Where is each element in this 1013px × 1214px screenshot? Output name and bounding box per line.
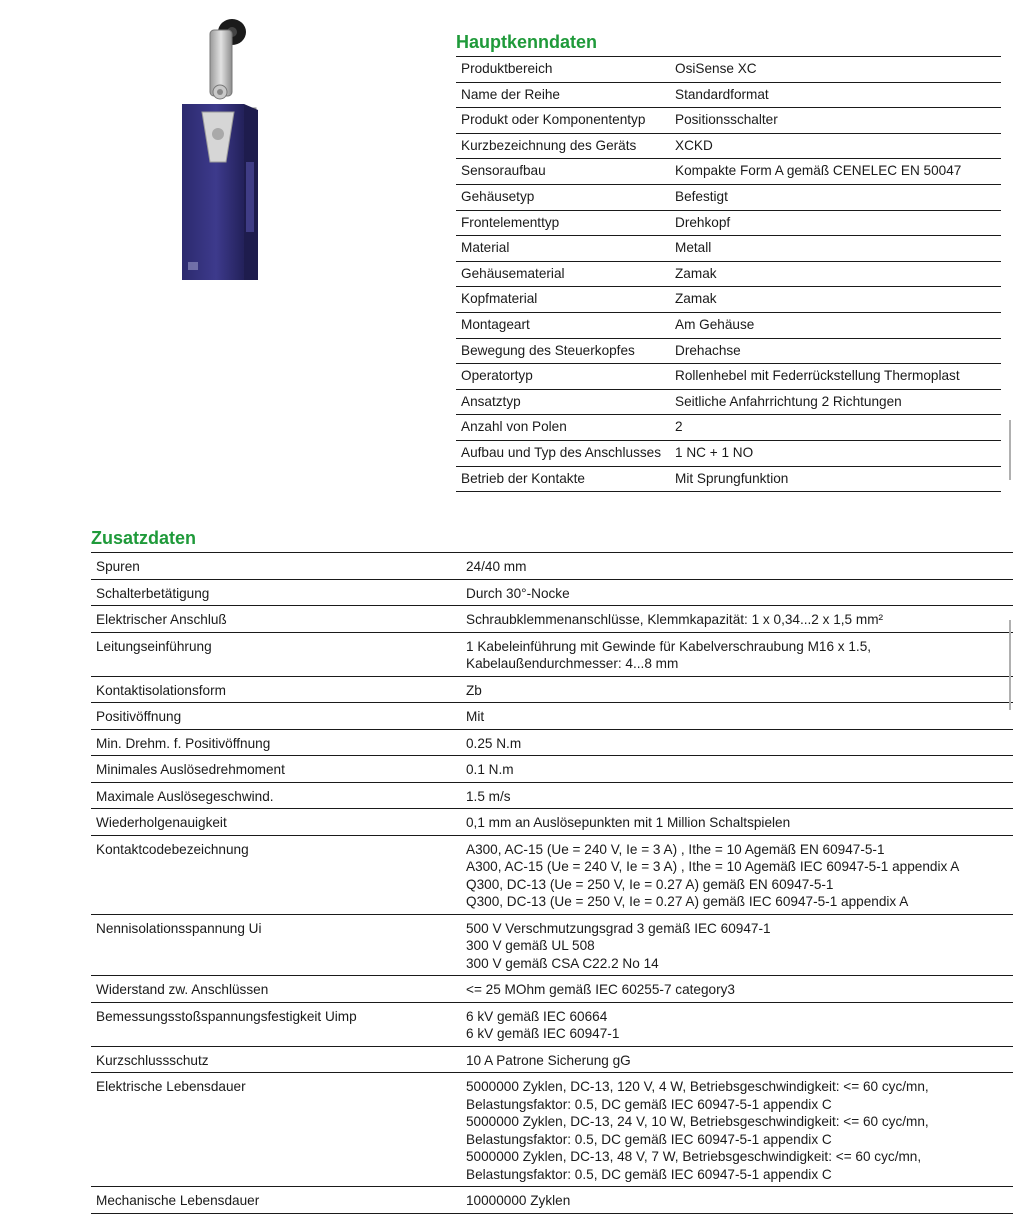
main-spec-row [456, 261, 1001, 287]
spec-value: 1 NC + 1 NO [670, 440, 1001, 466]
spec-label: Kurzbezeichnung des Geräts [456, 133, 670, 159]
spec-value-line: Zb [466, 682, 482, 698]
main-spec-row [456, 57, 1001, 83]
edge-artifact [1009, 420, 1011, 480]
main-spec-row [456, 159, 1001, 185]
spec-label: Produkt oder Komponententyp [456, 108, 670, 134]
extra-spec-row [91, 1046, 1013, 1073]
spec-value-line: A300, AC-15 (Ue = 240 V, Ie = 3 A) , Ithe = 10 Agemäß EN 60947-5-1 [466, 841, 885, 857]
product-image [160, 12, 280, 292]
extra-spec-row [91, 553, 1013, 580]
spec-value-line: A300, AC-15 (Ue = 240 V, Ie = 3 A) , Ithe = 10 Agemäß IEC 60947-5-1 appendix A [466, 859, 960, 874]
main-spec-row [456, 338, 1001, 364]
spec-value [461, 976, 1013, 1003]
spec-label: Operatortyp [456, 364, 670, 390]
spec-value-line: Durch 30°-Nocke [466, 585, 570, 601]
extra-spec-row [91, 835, 1013, 914]
spec-value: Befestigt [670, 184, 1001, 210]
spec-value: Drehkopf [670, 210, 1001, 236]
spec-value-line: 0.1 N.m [466, 762, 514, 777]
spec-label: Gehäusematerial [456, 261, 670, 287]
spec-label: Material [456, 236, 670, 262]
spec-value-line: Belastungsfaktor: 0.5, DC gemäß IEC 60947-5-1 appendix C [466, 1131, 832, 1147]
extra-spec-row [91, 1002, 1013, 1046]
spec-value: Standardformat [670, 82, 1001, 108]
spec-value: Kompakte Form A gemäß CENELEC EN 50047 [670, 159, 1001, 185]
spec-value-line: Belastungsfaktor: 0.5, DC gemäß IEC 60947-5-1 appendix C [466, 1166, 832, 1182]
spec-label: Min. Drehm. f. Positivöffnung [91, 729, 461, 756]
extra-spec-row [91, 579, 1013, 606]
spec-value: Zamak [670, 287, 1001, 313]
spec-label: Betrieb der Kontakte [456, 466, 670, 492]
spec-value [461, 703, 1013, 730]
spec-label: Spuren [91, 553, 461, 580]
spec-value [461, 835, 1013, 914]
extra-spec-row [91, 676, 1013, 703]
spec-value-line: 1.5 m/s [466, 788, 511, 804]
spec-value [461, 1073, 1013, 1187]
spec-value-line: 0.25 N.m [466, 735, 522, 751]
spec-value [461, 1002, 1013, 1046]
spec-label: Gehäusetyp [456, 184, 670, 210]
spec-label: Kontaktcodebezeichnung [91, 835, 461, 914]
spec-value-line: 5000000 Zyklen, DC-13, 48 V, 7 W, Betriebsgeschwindigkeit: <= 60 cyc/mn, [466, 1149, 922, 1164]
spec-value [461, 914, 1013, 976]
spec-value: OsiSense XC [670, 57, 1001, 83]
spec-value-line: Schraubklemmenanschlüsse, Klemmkapazität: 1 x 0,34...2 x 1,5 mm² [466, 612, 884, 627]
spec-value: Metall [670, 236, 1001, 262]
extra-spec-row [91, 782, 1013, 809]
spec-value-line: Q300, DC-13 (Ue = 250 V, Ie = 0.27 A) gemäß EN 60947-5-1 [466, 876, 834, 892]
spec-label: Wiederholgenauigkeit [91, 809, 461, 836]
spec-value [461, 729, 1013, 756]
spec-label: Kontaktisolationsform [91, 676, 461, 703]
spec-value: Positionsschalter [670, 108, 1001, 134]
spec-label: Kopfmaterial [456, 287, 670, 313]
spec-value-line: 0,1 mm an Auslösepunkten mit 1 Million Schaltspielen [466, 815, 791, 830]
edge-artifact [1009, 620, 1011, 710]
spec-label: Kurzschlussschutz [91, 1046, 461, 1073]
spec-label: Elektrischer Anschluß [91, 606, 461, 633]
extra-spec-row [91, 1073, 1013, 1187]
spec-value: Am Gehäuse [670, 312, 1001, 338]
spec-value: XCKD [670, 133, 1001, 159]
spec-label: Ansatztyp [456, 389, 670, 415]
extra-spec-row [91, 756, 1013, 783]
spec-value [461, 579, 1013, 606]
spec-value-line: Belastungsfaktor: 0.5, DC gemäß IEC 60947-5-1 appendix C [466, 1096, 832, 1112]
spec-value-line: 300 V gemäß CSA C22.2 No 14 [466, 955, 659, 971]
spec-label: Schalterbetätigung [91, 579, 461, 606]
spec-label: Nennisolationsspannung Ui [91, 914, 461, 976]
spec-value-line: 500 V Verschmutzungsgrad 3 gemäß IEC 60947-1 [466, 920, 771, 936]
spec-value [461, 809, 1013, 836]
spec-value [461, 1046, 1013, 1073]
spec-label: Bemessungsstoßspannungsfestigkeit Uimp [91, 1002, 461, 1046]
spec-value-line: 300 V gemäß UL 508 [466, 938, 595, 953]
spec-label: Frontelementtyp [456, 210, 670, 236]
spec-value-line: 5000000 Zyklen, DC-13, 24 V, 10 W, Betriebsgeschwindigkeit: <= 60 cyc/mn, [466, 1114, 929, 1129]
spec-label: Positivöffnung [91, 703, 461, 730]
extra-spec-row [91, 809, 1013, 836]
main-spec-row [456, 184, 1001, 210]
spec-value-line: 6 kV gemäß IEC 60664 [466, 1008, 608, 1024]
extra-section-title: Zusatzdaten [91, 528, 197, 548]
spec-value: Zamak [670, 261, 1001, 287]
spec-value [461, 676, 1013, 703]
main-section-title: Hauptkenndaten [456, 32, 598, 52]
spec-label: Name der Reihe [456, 82, 670, 108]
extra-spec-row [91, 914, 1013, 976]
spec-label: Maximale Auslösegeschwind. [91, 782, 461, 809]
spec-value-line: 5000000 Zyklen, DC-13, 120 V, 4 W, Betriebsgeschwindigkeit: <= 60 cyc/mn, [466, 1079, 929, 1094]
spec-value-line: 10 A Patrone Sicherung gG [466, 1052, 631, 1068]
spec-value-line: 1 Kabeleinführung mit Gewinde für Kabelverschraubung M16 x 1.5, [466, 638, 872, 654]
spec-value-line: Mit [466, 709, 485, 724]
extra-spec-row [91, 729, 1013, 756]
main-spec-row [456, 236, 1001, 262]
main-spec-row [456, 287, 1001, 313]
main-spec-row [456, 389, 1001, 415]
spec-value: Rollenhebel mit Federrückstellung Thermoplast [670, 364, 1001, 390]
spec-label: Elektrische Lebensdauer [91, 1073, 461, 1187]
spec-value: Mit Sprungfunktion [670, 466, 1001, 492]
spec-value-line: Kabelaußendurchmesser: 4...8 mm [466, 656, 679, 671]
spec-value [461, 606, 1013, 633]
spec-value: 2 [670, 415, 1001, 441]
spec-label: Produktbereich [456, 57, 670, 83]
spec-value [461, 553, 1013, 580]
main-spec-row [456, 82, 1001, 108]
spec-label: Bewegung des Steuerkopfes [456, 338, 670, 364]
spec-value-line: 6 kV gemäß IEC 60947-1 [466, 1026, 620, 1041]
spec-label: Montageart [456, 312, 670, 338]
spec-label: Anzahl von Polen [456, 415, 670, 441]
spec-label: Widerstand zw. Anschlüssen [91, 976, 461, 1003]
spec-value [461, 756, 1013, 783]
main-spec-row [456, 108, 1001, 134]
spec-value-line: 10000000 Zyklen [466, 1193, 571, 1208]
main-spec-row [456, 364, 1001, 390]
extra-spec-row [91, 703, 1013, 730]
main-spec-row [456, 415, 1001, 441]
extra-spec-row [91, 606, 1013, 633]
main-spec-row [456, 133, 1001, 159]
spec-label: Minimales Auslösedrehmoment [91, 756, 461, 783]
main-specs-table [456, 56, 1001, 492]
spec-value [461, 782, 1013, 809]
extra-specs-table [91, 552, 1013, 1214]
extra-spec-row [91, 632, 1013, 676]
extra-spec-row [91, 976, 1013, 1003]
main-spec-row [456, 312, 1001, 338]
spec-value: Seitliche Anfahrrichtung 2 Richtungen [670, 389, 1001, 415]
spec-value-line: 24/40 mm [466, 559, 527, 574]
spec-label: Mechanische Lebensdauer [91, 1187, 461, 1214]
main-spec-row [456, 466, 1001, 492]
spec-label: Aufbau und Typ des Anschlusses [456, 440, 670, 466]
spec-value-line: <= 25 MOhm gemäß IEC 60255-7 category3 [466, 982, 735, 997]
spec-value: Drehachse [670, 338, 1001, 364]
spec-value-line: Q300, DC-13 (Ue = 250 V, Ie = 0.27 A) gemäß IEC 60947-5-1 appendix A [466, 894, 909, 909]
spec-value [461, 632, 1013, 676]
main-spec-row [456, 210, 1001, 236]
spec-label: Sensoraufbau [456, 159, 670, 185]
main-spec-row [456, 440, 1001, 466]
spec-label: Leitungseinführung [91, 632, 461, 676]
